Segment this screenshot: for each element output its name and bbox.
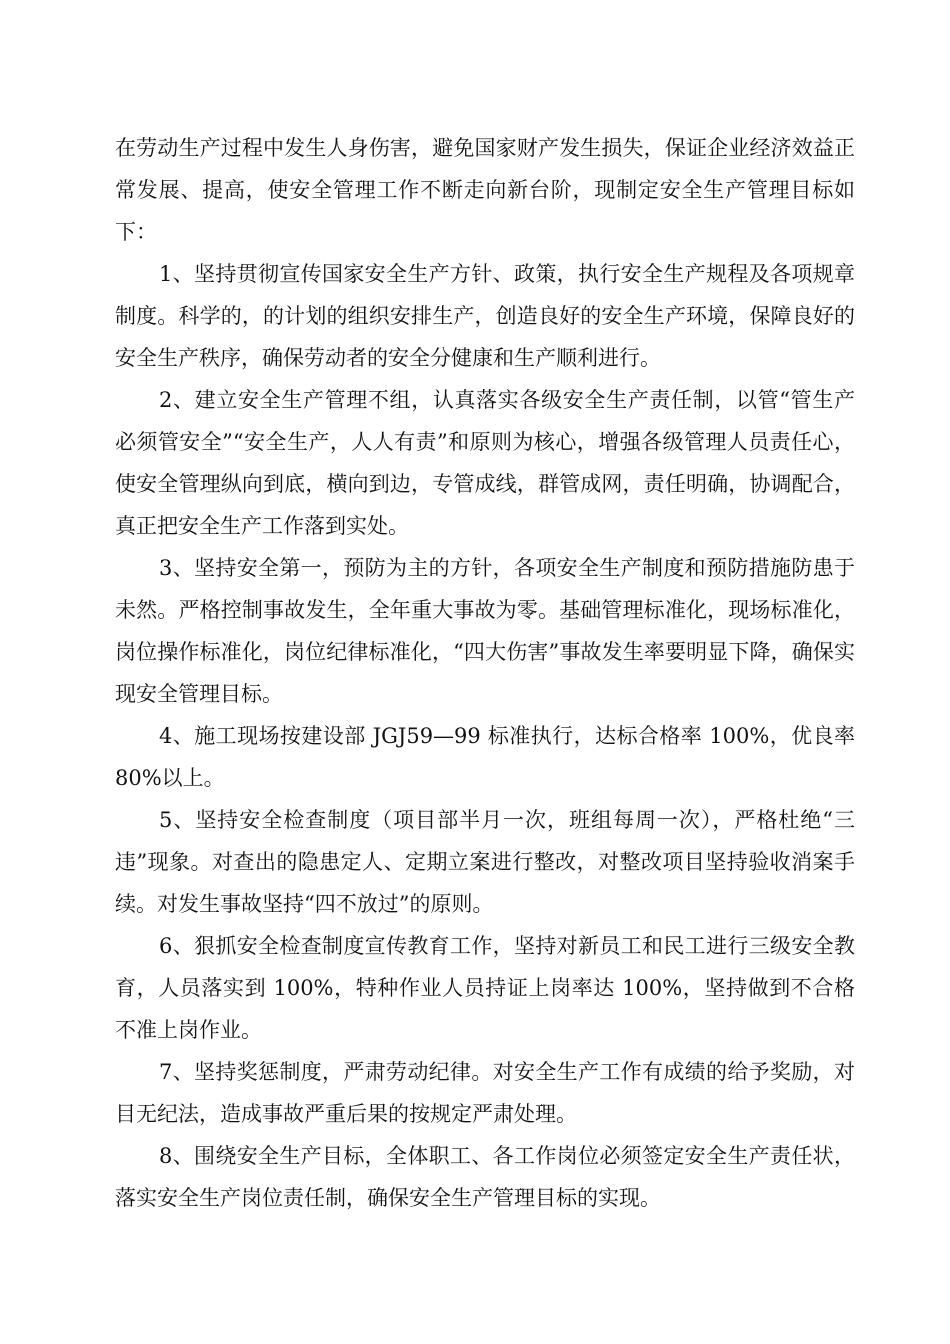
goal-item-2: 2、建立安全生产管理不组，认真落实各级安全生产责任制，以管“管生产必须管安全”“安全生产，人人有责”和原则为核心，增强各级管理人员责任心，使安全管理纵向到底，横向到边，专管成线，群管成网，责任明确，协调配合，真正把安全生产工作落到实处。 [115,388,855,538]
intro-paragraph: 在劳动生产过程中发生人身伤害，避免国家财产发生损失，保证企业经济效益正常发展、提高，使安全管理工作不断走向新台阶，现制定安全生产管理目标如下： [115,136,855,244]
goal-item-8: 8、围绕安全生产目标，全体职工、各工作岗位必须签定安全生产责任状，落实安全生产岗位责任制，确保安全生产管理目标的实现。 [115,1144,855,1210]
goal-item-3: 3、坚持安全第一，预防为主的方针，各项安全生产制度和预防措施防患于未然。严格控制事故发生，全年重大事故为零。基础管理标准化，现场标准化，岗位操作标准化，岗位纪律标准化，“四大伤害”事故发生率要明显下降，确保实现安全管理目标。 [115,556,855,706]
goal-item-6: 6、狠抓安全检查制度宣传教育工作，坚持对新员工和民工进行三级安全教育，人员落实到 100%，特种作业人员持证上岗率达 100%，坚持做到不合格不准上岗作业。 [115,934,855,1042]
goal-item-5: 5、坚持安全检查制度（项目部半月一次，班组每周一次），严格杜绝“三违”现象。对查出的隐患定人、定期立案进行整改，对整改项目坚持验收消案手续。对发生事故坚持“四不放过”的原则。 [115,808,855,916]
document-body [115,127,855,1219]
goal-item-1: 1、坚持贯彻宣传国家安全生产方针、政策，执行安全生产规程及各项规章制度。科学的，的计划的组织安排生产，创造良好的安全生产环境，保障良好的安全生产秩序，确保劳动者的安全分健康和生产顺利进行。 [115,262,855,370]
goal-item-4: 4、施工现场按建设部 JGJ59—99 标准执行，达标合格率 100%，优良率80%以上。 [115,724,855,790]
goal-item-7: 7、坚持奖惩制度，严肃劳动纪律。对安全生产工作有成绩的给予奖励，对目无纪法，造成事故严重后果的按规定严肃处理。 [115,1060,855,1126]
